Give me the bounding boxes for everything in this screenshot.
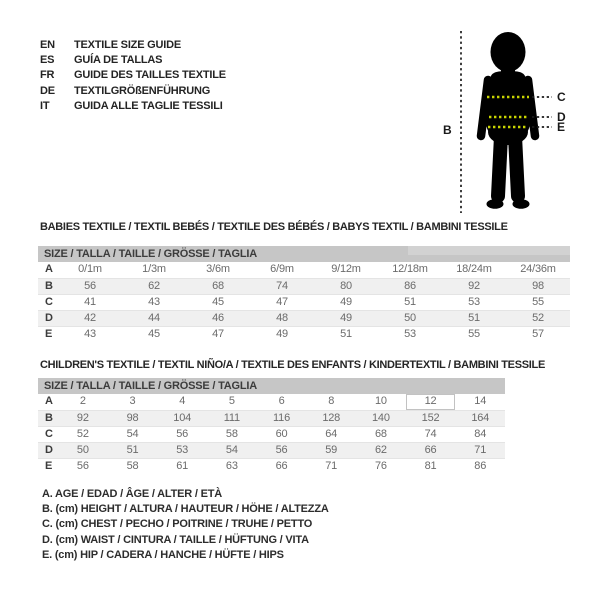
cell: 50 — [404, 312, 416, 324]
hip-label: E — [557, 120, 566, 134]
cell: 62 — [374, 444, 387, 456]
cell: 58 — [126, 460, 139, 472]
language-code: DE — [40, 84, 55, 97]
cell: 98 — [126, 412, 139, 424]
cell: 68 — [212, 280, 224, 292]
cell: 59 — [325, 444, 338, 456]
children-table — [38, 378, 505, 474]
cell: 52 — [532, 312, 544, 324]
language-title: TEXTILE SIZE GUIDE — [74, 38, 182, 51]
cell: 74 — [276, 280, 288, 292]
children-table-title: CHILDREN'S TEXTILE / TEXTIL NIÑO/A / TEXTILE DES ENFANTS / KINDERTEXTIL / BAMBINI TESSILE — [40, 359, 545, 371]
cell: 48 — [276, 312, 288, 324]
cell: 18/24m — [456, 263, 492, 275]
legend-item: D. (cm) WAIST / CINTURA / TAILLE / HÜFTUNG / VITA — [42, 533, 309, 546]
language-code: EN — [40, 38, 55, 51]
measurement-figure — [438, 20, 590, 220]
table-row-E — [38, 458, 505, 474]
cell: 4 — [179, 395, 186, 407]
cell: 92 — [468, 280, 480, 292]
language-code: ES — [40, 54, 55, 67]
children-size-header — [38, 378, 505, 394]
cell: 152 — [421, 412, 440, 424]
cell: 46 — [212, 312, 224, 324]
babies-table-title: BABIES TEXTILE / TEXTIL BEBÉS / TEXTILE DES BÉBÉS / BABYS TEXTIL / BAMBINI TESSILE — [40, 221, 508, 233]
cell: 81 — [424, 460, 437, 472]
table-row-C — [38, 426, 505, 442]
header-highlight-strip — [408, 246, 570, 255]
cell: 47 — [276, 296, 288, 308]
row-letter: B — [45, 280, 53, 292]
row-letter: C — [45, 428, 53, 440]
cell: 43 — [148, 296, 160, 308]
language-list — [40, 37, 226, 114]
children-table-rows — [38, 394, 505, 474]
legend-item: B. (cm) HEIGHT / ALTURA / HAUTEUR / HÖHE / ALTEZZA — [42, 503, 329, 516]
cell: 104 — [173, 412, 192, 424]
cell: 9/12m — [331, 263, 361, 275]
cell: 55 — [468, 328, 480, 340]
cell: 51 — [468, 312, 480, 324]
cell: 80 — [340, 280, 352, 292]
chest-label: C — [557, 90, 566, 104]
row-letter: A — [45, 263, 53, 275]
language-row — [40, 99, 226, 114]
cell: 12/18m — [392, 263, 428, 275]
cell: 49 — [340, 312, 352, 324]
cell: 14 — [474, 395, 487, 407]
language-row — [40, 68, 226, 83]
cell: 86 — [404, 280, 416, 292]
cell: 61 — [176, 460, 189, 472]
cell: 54 — [225, 444, 238, 456]
cell: 45 — [148, 328, 160, 340]
height-label: B — [443, 123, 452, 137]
table-row-D — [38, 310, 570, 326]
cell: 71 — [474, 444, 487, 456]
cell: 51 — [126, 444, 139, 456]
cell: 6 — [278, 395, 285, 407]
row-letter: E — [45, 328, 53, 340]
row-letter: B — [45, 412, 53, 424]
child-figure-svg — [438, 20, 590, 220]
cell: 140 — [371, 412, 390, 424]
babies-table — [38, 246, 570, 342]
legend-item: C. (cm) CHEST / PECHO / POITRINE / TRUHE / PETTO — [42, 518, 313, 531]
cell: 41 — [84, 296, 96, 308]
cell: 0/1m — [78, 263, 102, 275]
cell: 6/9m — [270, 263, 294, 275]
row-letter: E — [45, 460, 53, 472]
language-row — [40, 83, 226, 98]
cell: 50 — [76, 444, 89, 456]
cell: 76 — [374, 460, 387, 472]
cell: 56 — [76, 460, 89, 472]
cell: 164 — [471, 412, 490, 424]
cell: 56 — [275, 444, 288, 456]
cell: 55 — [532, 296, 544, 308]
cell: 53 — [404, 328, 416, 340]
cell: 51 — [404, 296, 416, 308]
language-title: GUIDA ALLE TAGLIE TESSILI — [74, 100, 223, 113]
highlighted-size-cell: 12 — [406, 394, 456, 410]
row-letter: C — [45, 296, 53, 308]
table-row-B — [38, 278, 570, 294]
row-letter: D — [45, 312, 53, 324]
table-row-A — [38, 262, 570, 278]
cell: 51 — [340, 328, 352, 340]
legend-item: E. (cm) HIP / CADERA / HANCHE / HÜFTE / HIPS — [42, 548, 284, 561]
language-title: GUÍA DE TALLAS — [74, 54, 163, 67]
language-title: TEXTILGRÖßENFÜHRUNG — [74, 84, 211, 97]
cell: 3/6m — [206, 263, 230, 275]
cell: 56 — [84, 280, 96, 292]
cell: 111 — [223, 412, 240, 424]
cell: 10 — [374, 395, 387, 407]
cell: 53 — [176, 444, 189, 456]
cell: 53 — [468, 296, 480, 308]
table-row-A — [38, 394, 505, 410]
cell: 92 — [76, 412, 89, 424]
cell: 98 — [532, 280, 544, 292]
table-row-C — [38, 294, 570, 310]
waist-label: D — [557, 110, 566, 124]
row-letter: D — [45, 444, 53, 456]
cell: 66 — [275, 460, 288, 472]
babies-size-header-text: SIZE / TALLA / TAILLE / GRÖSSE / TAGLIA — [44, 248, 258, 260]
cell: 5 — [228, 395, 235, 407]
cell: 43 — [84, 328, 96, 340]
cell: 128 — [322, 412, 341, 424]
legend-list — [42, 488, 329, 564]
table-row-D — [38, 442, 505, 458]
cell: 42 — [84, 312, 96, 324]
cell: 1/3m — [142, 263, 166, 275]
cell: 62 — [148, 280, 160, 292]
cell: 49 — [276, 328, 288, 340]
cell: 68 — [374, 428, 387, 440]
cell: 71 — [325, 460, 338, 472]
table-row-E — [38, 326, 570, 342]
cell: 66 — [424, 444, 437, 456]
cell: 24/36m — [520, 263, 556, 275]
language-row — [40, 37, 226, 52]
row-letter: A — [45, 395, 53, 407]
cell: 116 — [273, 412, 290, 424]
cell: 74 — [424, 428, 437, 440]
cell: 2 — [79, 395, 86, 407]
cell: 86 — [474, 460, 487, 472]
cell: 57 — [532, 328, 544, 340]
cell: 44 — [148, 312, 160, 324]
cell: 54 — [126, 428, 139, 440]
babies-size-header — [38, 246, 570, 262]
language-code: FR — [40, 69, 55, 82]
cell: 8 — [328, 395, 335, 407]
language-code: IT — [40, 100, 50, 113]
child-silhouette-icon — [481, 32, 535, 209]
cell: 64 — [325, 428, 338, 440]
legend-item: A. AGE / EDAD / ÂGE / ALTER / ETÀ — [42, 488, 223, 500]
table-row-B — [38, 410, 505, 426]
language-title: GUIDE DES TAILLES TEXTILE — [74, 69, 226, 82]
cell: 63 — [225, 460, 238, 472]
cell: 60 — [275, 428, 288, 440]
babies-table-rows — [38, 262, 570, 342]
cell: 52 — [76, 428, 89, 440]
cell: 56 — [176, 428, 189, 440]
children-size-header-text: SIZE / TALLA / TAILLE / GRÖSSE / TAGLIA — [44, 380, 258, 392]
cell: 49 — [340, 296, 352, 308]
cell: 3 — [129, 395, 136, 407]
language-row — [40, 52, 226, 67]
cell: 45 — [212, 296, 224, 308]
cell: 84 — [474, 428, 487, 440]
cell: 47 — [212, 328, 224, 340]
cell: 58 — [225, 428, 238, 440]
